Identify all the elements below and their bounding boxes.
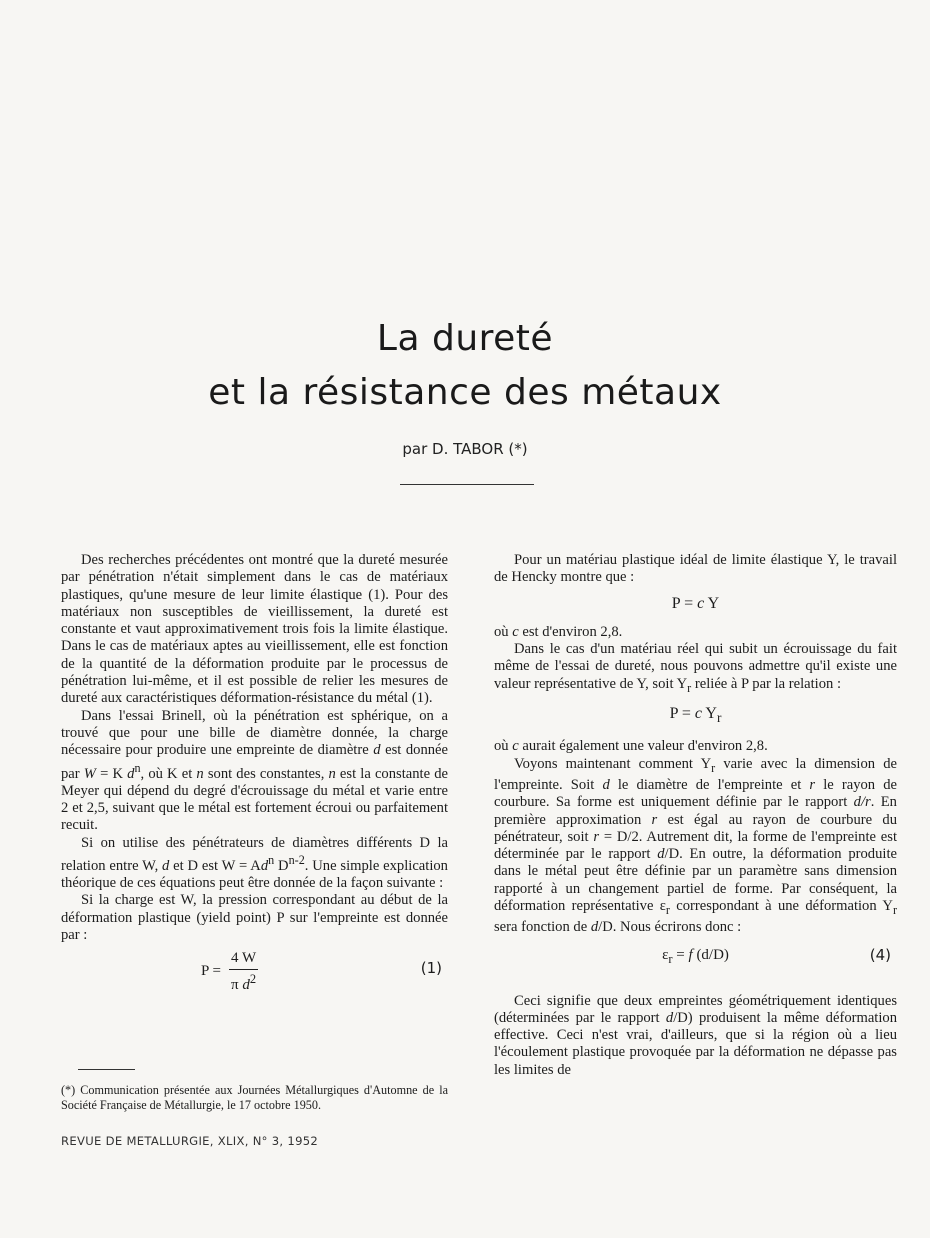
paragraph: où c est d'environ 2,8. bbox=[494, 623, 623, 640]
equation-number: (1) bbox=[420, 959, 442, 978]
author-byline: par D. TABOR (*) bbox=[402, 440, 528, 458]
paragraph: Si la charge est W, la pression correspondant au début de la déformation plastique (yield point) P sur l'empreinte est donnée par : bbox=[61, 892, 448, 943]
journal-footer: REVUE DE METALLURGIE, XLIX, N° 3, 1952 bbox=[61, 1134, 319, 1148]
title-separator bbox=[400, 484, 534, 485]
paragraph: Dans le cas d'un matériau réel qui subit un écrouissage du fait même de l'essai de dureté, nous pouvons admettre qu'il existe une valeur représentative de Y, soit $Y_r$ reliée à P par la relation : bbox=[494, 641, 897, 695]
right-column bbox=[494, 552, 897, 1079]
paragraph: Ceci signifie que deux empreintes géométriquement identiques (déterminées par le rapport d/D) produisent la même déformation effective. Ceci n'est vrai, d'ailleurs, que si la région où a lieu l'écoulement plastique provoquée par la déformation ne dépasse pas les limites de bbox=[494, 992, 898, 1078]
equation-1: P = $\frac{4 W}{\pi d^2}$ (1) bbox=[201, 950, 442, 993]
equation-3: P = c $Y_r$ bbox=[669, 704, 722, 726]
title-line-2: et la résistance des métaux bbox=[208, 372, 722, 413]
paragraph: Des recherches précédentes ont montré que la dureté mesurée par pénétration n'était simplement dans le cas de matériaux plastiques, qu'une mesure de leur limite élastique (1). Pour des matériaux non susceptibles de vieillissement, la dureté est constante et vaut approximativement trois fois la limite élastique. Dans le cas de matériaux aptes au vieillissement, elle est fonction de la quantité de la déformation produite par le processus de pénétration lui-même, et il est possible de relier les mesures de dureté aux caractéristiques déformation-résistance du métal (1). bbox=[61, 552, 448, 707]
paragraph: Pour un matériau plastique idéal de limite élastique Y, le travail de Hencky montre que : bbox=[494, 552, 897, 586]
equation-number: (4) bbox=[869, 945, 891, 964]
paragraph: où c aurait également une valeur d'environ 2,8. bbox=[494, 738, 768, 755]
title-line-1: La dureté bbox=[376, 318, 554, 359]
paragraph: Voyons maintenant comment $Y_r$ varie avec la dimension de l'empreinte. Soit d le diamètre de l'empreinte et r le rayon de courbure. Sa forme est uniquement définie par le rapport d/r. En première approximation r est égal au rayon de courbure du pénétrateur, soit r = D/2. Autrement dit, la forme de l'empreinte est déterminée par le rapport d/D. En outre, la déformation produite dans le métal peut être définie par un paramètre sans dimension rapporté à un changement partiel de forme. Par conséquent, la déformation représentative $\varepsilon_r$ correspondant à une déformation $Y_r$ sera fonction de d/D. Nous écrirons donc : bbox=[494, 755, 898, 936]
left-column bbox=[61, 552, 448, 1002]
equation-4: $\varepsilon_r = f$ (d/D) (4) bbox=[662, 945, 891, 966]
footnote: (*) Communication présentée aux Journées Métallurgiques d'Automne de la Société Française de Métallurgie, le 17 octobre 1950. bbox=[61, 1083, 448, 1112]
paragraph: Si on utilise des pénétrateurs de diamètres différents D la relation entre W, d et D est $W = Ad^n$ $D^{n-2}$. Une simple explication théorique de ces équations peut être donnée de la façon suivante : bbox=[61, 834, 448, 892]
equation-2: P = c Y bbox=[671, 594, 720, 612]
footnote-separator bbox=[78, 1069, 135, 1070]
paragraph: Dans l'essai Brinell, où la pénétration est sphérique, on a trouvé que pour une bille de diamètre donnée, la charge nécessaire pour produire une empreinte de diamètre d est donnée par W = K $d^n$, où K et n sont des constantes, n est la constante de Meyer qui dépend du degré d'écrouissage du métal et varie entre 2 et 2,5, suivant que le métal est fortement écroui ou parfaitement recuit. bbox=[61, 707, 448, 834]
